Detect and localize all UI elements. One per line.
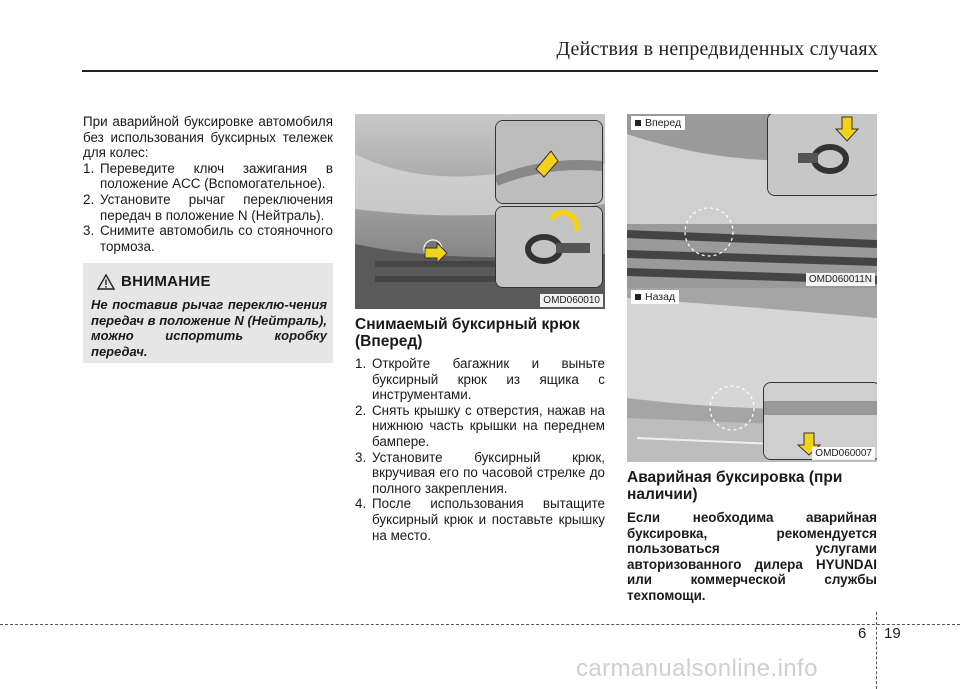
- intro-paragraph: При аварийной буксировке автомобиля без использования буксирных тележек для колес:: [83, 114, 333, 161]
- emergency-towing-paragraph: Если необходима аварийная буксировка, рекомендуется пользоваться услугами авторизованного дилера HYUNDAI или коммерческой службы техпомощи.: [627, 510, 877, 603]
- section-heading-emergency-towing: Аварийная буксировка (при наличии): [627, 469, 843, 503]
- watermark: carmanualsonline.info: [576, 655, 818, 682]
- list-item: 3. Установите буксирный крюк, вкручивая его по часовой стрелке до полного закрепления.: [355, 449, 605, 496]
- list-item: 3. Снимите автомобиль со стояночного тормоза.: [83, 223, 333, 254]
- figure-code: OMD060010: [540, 294, 603, 307]
- warning-title: ВНИМАНИЕ: [121, 273, 211, 290]
- front-tag: Вперед: [631, 116, 685, 130]
- section-heading-tow-hook: Снимаемый буксирный крюк (Вперед): [355, 316, 580, 350]
- inset-cover-removal: [495, 120, 603, 204]
- yellow-arrow-icon: [423, 242, 449, 264]
- header-title: Действия в непредвиденных случаях: [556, 38, 878, 60]
- warning-box: [83, 263, 333, 363]
- middle-steps-list: [355, 356, 605, 543]
- warning-text: Не поставив рычаг переклю-чения передач в положение N (Нейтраль), можно испортить коробку передач.: [91, 297, 327, 359]
- figure-code: OMD060011N: [806, 273, 875, 286]
- inset-front-hook: [767, 114, 877, 196]
- figure-rear-tow-point: [627, 288, 877, 462]
- list-item: 1. Переведите ключ зажигания в положение ACC (Вспомогательное).: [83, 160, 333, 192]
- list-item: 1. Откройте багажник и выньте буксирный крюк из ящика с инструментами.: [355, 356, 605, 403]
- section-number: 6: [858, 625, 867, 642]
- footer-divider: [876, 612, 877, 689]
- rear-tag: Назад: [631, 290, 679, 304]
- tow-hook-icon: [496, 207, 602, 287]
- list-item: 2. Снять крышку с отверстия, нажав на нижнюю часть крышки на переднем бампере.: [355, 402, 605, 449]
- left-steps-list: [83, 161, 333, 255]
- warning-triangle-icon: [97, 274, 115, 290]
- page-number: 19: [884, 625, 901, 642]
- figure-front-tow-point: [627, 114, 877, 288]
- bullet-square-icon: [635, 120, 641, 126]
- header-rule: [82, 70, 878, 72]
- inset-hook-install: [495, 206, 603, 288]
- front-hook-icon: [768, 114, 877, 195]
- left-column: [83, 114, 333, 254]
- middle-column: [355, 316, 605, 543]
- list-item: 2. Установите рычаг переключения передач в положение N (Нейтраль).: [83, 191, 333, 223]
- warning-header: [97, 273, 211, 290]
- cover-removal-illustration: [496, 121, 602, 203]
- footer-rule: [0, 624, 960, 625]
- right-column: [627, 469, 877, 604]
- list-item: 4. После использования вытащите буксирный крюк и поставьте крышку на место.: [355, 496, 605, 543]
- bullet-square-icon: [635, 294, 641, 300]
- figure-tow-hook-front: [355, 114, 605, 309]
- figure-code: OMD060007: [812, 447, 875, 460]
